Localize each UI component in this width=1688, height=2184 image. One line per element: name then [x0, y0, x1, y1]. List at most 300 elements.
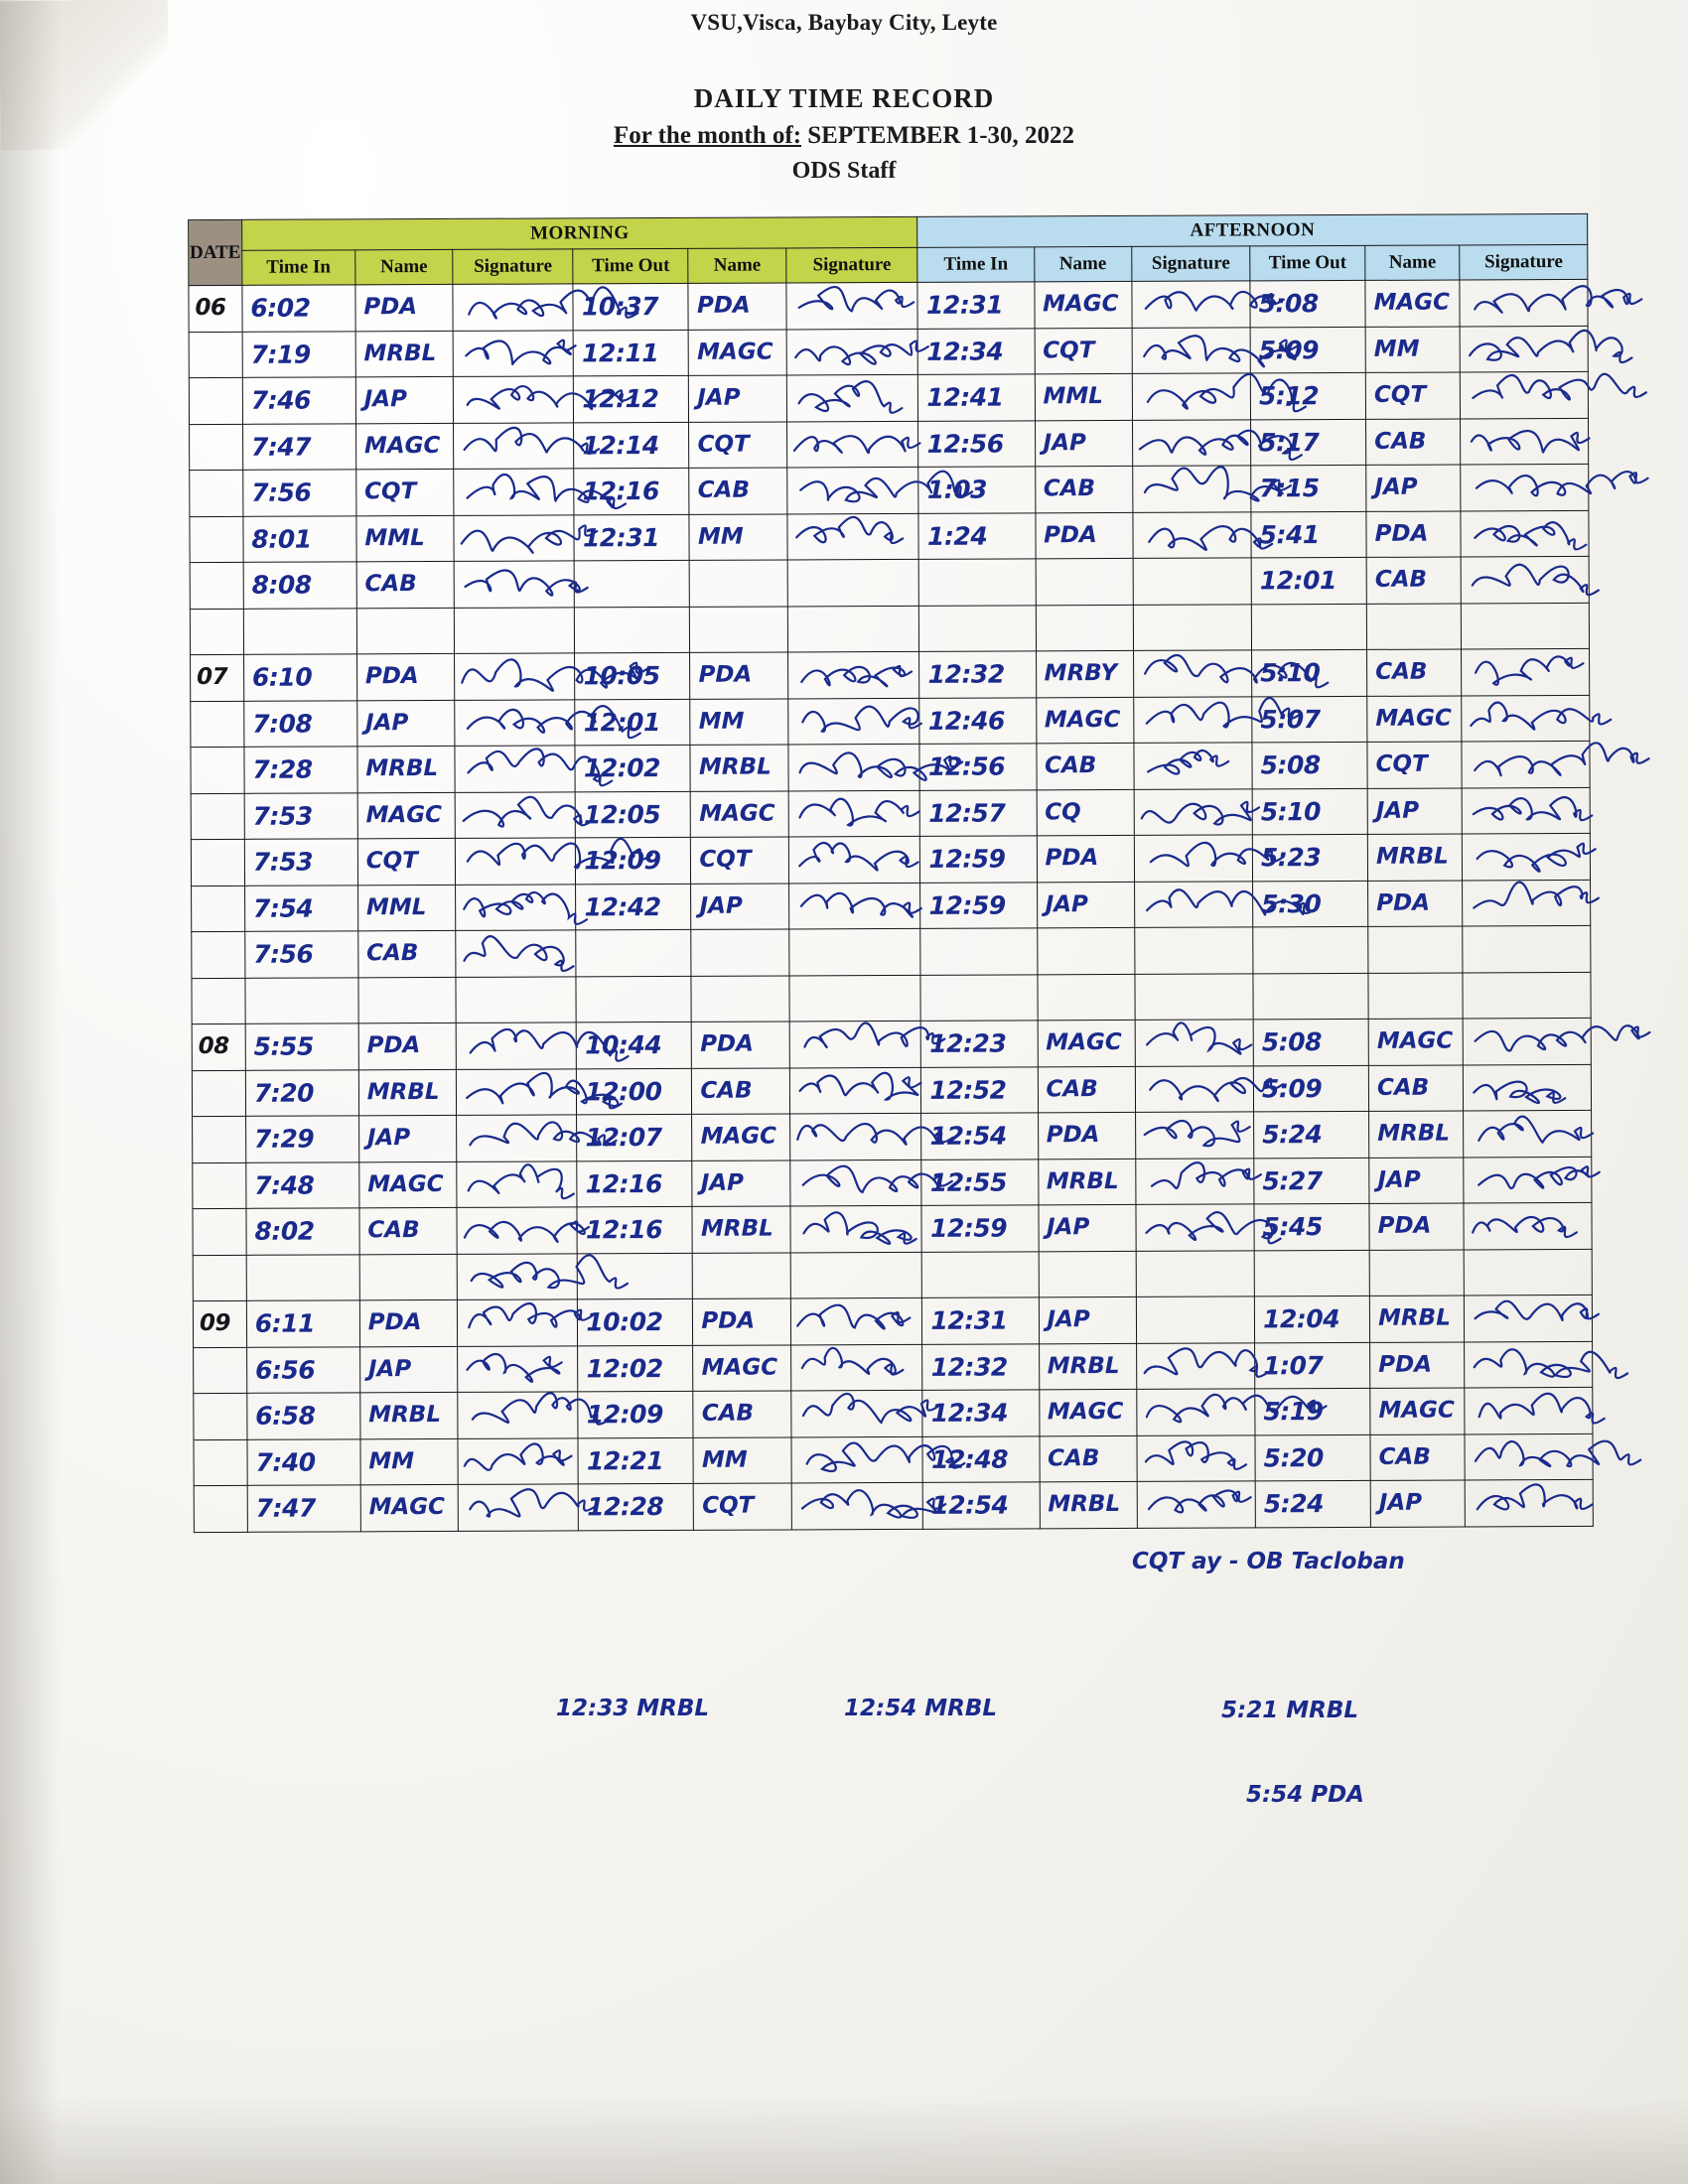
cell-signature — [458, 1484, 578, 1531]
cell-name: PDA — [359, 1299, 458, 1346]
cell-name — [1036, 558, 1134, 605]
cell-signature — [455, 746, 575, 792]
cell-signature — [1460, 279, 1588, 326]
cell-name: PDA — [355, 284, 454, 331]
signature-mark — [1132, 281, 1249, 327]
cell-signature — [458, 1392, 578, 1438]
cell-time: 5:07 — [1252, 696, 1367, 743]
signature-mark — [456, 885, 575, 930]
cell-time — [1253, 926, 1368, 973]
cell-name: MAGC — [357, 792, 456, 839]
cell-signature — [1460, 326, 1588, 372]
signature-mark — [1463, 695, 1590, 741]
cell-name: PDA — [356, 653, 455, 700]
cell-time: 5:55 — [245, 1024, 358, 1070]
handwritten-note: 5:54 PDA — [1246, 1782, 1364, 1808]
cell-name: JAP — [1370, 1480, 1465, 1527]
header-col-afternoon-name-out: Name — [1365, 245, 1460, 280]
cell-time: 12:16 — [577, 1160, 692, 1207]
cell-name: CAB — [359, 1207, 458, 1254]
cell-signature — [1132, 327, 1250, 373]
cell-signature — [1465, 1249, 1593, 1296]
cell-time: 12:55 — [921, 1159, 1038, 1205]
cell-name: CAB — [1036, 743, 1134, 789]
table-row — [192, 925, 1591, 978]
cell-time: 12:46 — [919, 697, 1036, 744]
cell-name: PDA — [358, 1023, 457, 1069]
cell-date — [189, 332, 242, 378]
cell-date — [190, 562, 243, 609]
cell-time — [245, 977, 358, 1024]
cell-time: 12:56 — [919, 744, 1036, 790]
cell-time: 7:40 — [247, 1438, 360, 1485]
cell-time: 7:56 — [245, 931, 358, 978]
table-row — [191, 695, 1590, 748]
header-col-afternoon-name-in: Name — [1034, 246, 1132, 281]
signature-mark — [1135, 789, 1252, 835]
signature-mark — [1464, 1019, 1591, 1064]
cell-signature — [454, 469, 574, 515]
cell-name — [1368, 926, 1463, 973]
cell-name: MRBL — [1038, 1159, 1136, 1205]
signature-mark — [458, 1346, 577, 1392]
cell-signature — [787, 559, 919, 606]
header-col-afternoon-time-out: Time Out — [1250, 245, 1365, 281]
header-col-morning-name-out: Name — [688, 248, 786, 283]
handwritten-note: 12:33 MRBL — [556, 1696, 710, 1721]
cell-signature — [1461, 371, 1589, 418]
cell-time: 7:29 — [245, 1116, 358, 1162]
cell-name: PDA — [1035, 512, 1133, 559]
cell-name: CQT — [1035, 328, 1133, 374]
cell-date — [194, 1439, 247, 1486]
cell-time: 1:24 — [918, 512, 1035, 559]
cell-time: 12:01 — [1251, 557, 1366, 604]
signature-mark — [1462, 465, 1589, 510]
cell-name: JAP — [1035, 420, 1133, 467]
cell-time: 7:54 — [244, 885, 357, 931]
cell-signature — [1463, 787, 1591, 834]
cell-signature — [1464, 1110, 1592, 1157]
signature-mark — [788, 652, 919, 698]
cell-time: 12:02 — [578, 1345, 693, 1392]
header-col-morning-time-in: Time In — [242, 250, 355, 285]
cell-name: CQT — [356, 469, 455, 515]
cell-time — [920, 974, 1037, 1021]
cell-name: PDA — [693, 1298, 791, 1345]
cell-name: JAP — [355, 376, 454, 423]
signature-mark — [1138, 1481, 1255, 1527]
cell-date — [191, 839, 244, 886]
cell-signature — [456, 838, 576, 885]
cell-time: 12:05 — [576, 791, 691, 838]
cell-name: MM — [689, 513, 787, 560]
cell-name: JAP — [359, 1346, 458, 1393]
cell-signature — [788, 836, 920, 883]
cell-time: 5:17 — [1251, 419, 1366, 466]
cell-signature — [1135, 1065, 1253, 1112]
signature-mark — [1133, 373, 1250, 419]
signature-mark — [1134, 697, 1251, 743]
cell-signature — [1461, 556, 1589, 603]
cell-time: 5:23 — [1252, 834, 1367, 881]
table-row — [194, 1341, 1593, 1394]
signature-mark — [786, 329, 917, 374]
signature-mark — [455, 515, 574, 561]
signature-mark — [792, 1483, 923, 1529]
cell-name: MAGC — [691, 790, 789, 837]
cell-time: 7:15 — [1251, 465, 1366, 511]
cell-name — [1369, 1249, 1464, 1296]
header-col-morning-signature-out: Signature — [786, 247, 918, 283]
cell-signature — [1134, 743, 1252, 789]
cell-signature — [786, 282, 918, 329]
cell-name: CQT — [694, 1483, 792, 1530]
cell-time: 1:07 — [1255, 1342, 1370, 1389]
cell-name — [1037, 927, 1135, 974]
cell-date — [191, 701, 244, 748]
cell-time: 8:02 — [246, 1208, 359, 1255]
table-row — [190, 510, 1589, 563]
cell-time: 6:58 — [247, 1393, 360, 1439]
cell-signature — [1461, 464, 1589, 510]
cell-signature — [786, 421, 918, 468]
cell-signature — [455, 607, 575, 653]
cell-name: PDA — [690, 652, 788, 699]
signature-mark — [1464, 1111, 1591, 1157]
cell-time: 12:09 — [578, 1391, 693, 1437]
signature-mark — [1466, 1480, 1593, 1526]
cell-name: MRBL — [1040, 1481, 1138, 1528]
cell-signature — [1462, 741, 1590, 787]
cell-time: 5:09 — [1253, 1065, 1368, 1112]
signature-mark — [1136, 1159, 1253, 1204]
table-head — [189, 213, 1588, 285]
signature-mark — [1136, 1112, 1253, 1158]
cell-signature — [1465, 1295, 1593, 1341]
cell-time: 12:52 — [921, 1066, 1038, 1113]
cell-name: CAB — [1370, 1433, 1465, 1480]
table-row — [190, 464, 1589, 516]
signature-mark — [787, 375, 918, 421]
cell-signature — [1461, 510, 1589, 557]
document-title: DAILY TIME RECORD — [693, 83, 995, 113]
header-date: DATE — [189, 219, 242, 285]
cell-name: PDA — [1369, 1203, 1464, 1250]
signature-mark — [1136, 1204, 1253, 1250]
cell-name: MAGC — [1365, 280, 1460, 327]
signature-mark — [1133, 466, 1250, 511]
signature-mark — [1463, 787, 1590, 833]
table-row — [192, 1018, 1591, 1070]
cell-time: 10:05 — [575, 652, 690, 699]
cell-name — [691, 975, 789, 1022]
cell-signature — [1133, 650, 1251, 697]
cell-name: MAGC — [355, 423, 454, 470]
cell-signature — [791, 1390, 923, 1436]
signature-mark — [1464, 1064, 1591, 1110]
cell-name: MAGC — [1036, 697, 1134, 744]
cell-time: 12:48 — [922, 1435, 1039, 1482]
cell-name: MML — [1035, 373, 1133, 420]
cell-signature — [786, 329, 918, 375]
cell-signature — [791, 1436, 923, 1483]
table-row — [194, 1433, 1593, 1486]
cell-date: 08 — [192, 1024, 245, 1070]
table-row — [193, 1249, 1592, 1301]
cell-time: 6:56 — [246, 1346, 359, 1393]
cell-time: 12:21 — [578, 1437, 693, 1484]
cell-signature — [789, 1113, 921, 1160]
cell-time: 12:31 — [917, 282, 1034, 329]
cell-time: 12:42 — [576, 884, 691, 930]
dtr-table — [188, 213, 1594, 1533]
table-row — [192, 1064, 1591, 1117]
cell-name: MRBL — [360, 1392, 459, 1438]
cell-signature — [1464, 1157, 1592, 1203]
cell-date: 07 — [191, 654, 244, 701]
cell-name: JAP — [1369, 1157, 1464, 1203]
cell-time: 5:08 — [1250, 280, 1365, 327]
cell-date — [194, 1347, 247, 1394]
cell-signature — [1133, 604, 1251, 650]
header-afternoon: AFTERNOON — [917, 213, 1588, 247]
cell-time: 7:20 — [245, 1069, 358, 1116]
signature-mark — [455, 653, 574, 699]
cell-name — [1366, 603, 1461, 649]
cell-name: MAGC — [1034, 281, 1132, 328]
cell-signature — [1464, 1202, 1592, 1249]
signature-mark — [1462, 649, 1589, 695]
cell-signature — [1134, 881, 1252, 927]
cell-name: MAGC — [693, 1344, 791, 1391]
cell-name: MAGC — [1367, 695, 1462, 742]
cell-signature — [1135, 973, 1253, 1020]
cell-time — [575, 607, 690, 653]
cell-name: MAGC — [1370, 1388, 1465, 1434]
cell-name: MAGC — [1038, 1020, 1136, 1066]
cell-signature — [1134, 696, 1252, 743]
cell-signature — [454, 376, 574, 423]
cell-signature — [789, 975, 921, 1022]
page-edge-shadow — [0, 0, 60, 2184]
table-row — [190, 556, 1589, 609]
signature-mark — [787, 468, 918, 513]
table-row — [191, 833, 1590, 886]
table-row — [193, 1295, 1592, 1347]
table-row — [192, 972, 1591, 1024]
signature-mark — [1465, 1203, 1592, 1249]
cell-signature — [457, 1068, 577, 1115]
signature-mark — [790, 1160, 921, 1205]
signature-mark — [1461, 280, 1588, 326]
cell-time: 12:56 — [918, 420, 1035, 467]
cell-signature — [455, 653, 575, 700]
signature-mark — [1465, 1296, 1592, 1341]
cell-name: JAP — [1366, 465, 1461, 511]
cell-name: CAB — [1035, 466, 1133, 512]
signature-mark — [1134, 743, 1251, 788]
signature-mark — [1134, 650, 1251, 696]
cell-signature — [1463, 880, 1591, 926]
cell-time — [246, 1254, 359, 1300]
month-value: SEPTEMBER 1-30, 2022 — [807, 122, 1075, 149]
cell-signature — [1137, 1342, 1255, 1389]
signature-mark — [456, 792, 575, 838]
cell-name: MRBY — [1036, 650, 1134, 697]
cell-name — [1036, 605, 1134, 651]
signature-mark — [456, 746, 575, 791]
cell-time: 12:57 — [920, 789, 1037, 836]
cell-name: CAB — [1040, 1435, 1138, 1482]
signature-mark — [456, 838, 575, 884]
cell-time: 5:12 — [1250, 372, 1365, 419]
cell-time: 5:20 — [1255, 1434, 1370, 1481]
cell-date — [190, 424, 243, 471]
cell-signature — [456, 976, 576, 1023]
cell-name: JAP — [358, 1115, 457, 1161]
header-col-afternoon-time-in: Time In — [917, 247, 1034, 283]
cell-time: 12:41 — [918, 374, 1035, 421]
signature-mark — [454, 331, 573, 376]
cell-time — [922, 1251, 1039, 1297]
cell-name — [358, 977, 457, 1024]
cell-time: 12:23 — [921, 1021, 1038, 1067]
cell-signature — [458, 1345, 578, 1392]
signature-mark — [457, 1069, 576, 1115]
cell-name: JAP — [1038, 1204, 1136, 1251]
cell-name: MRBL — [1039, 1343, 1137, 1390]
page-bottom-shadow — [0, 2095, 1688, 2184]
signature-mark — [1136, 1066, 1253, 1112]
cell-name: CAB — [356, 561, 455, 608]
month-line — [0, 122, 1688, 150]
signature-mark — [1137, 1435, 1254, 1481]
cell-time: 12:14 — [574, 422, 689, 469]
cell-time: 8:08 — [243, 562, 356, 609]
signature-mark — [1463, 880, 1590, 925]
cell-time: 12:54 — [921, 1113, 1038, 1160]
cell-signature — [1137, 1434, 1255, 1481]
cell-time: 5:08 — [1252, 742, 1367, 788]
cell-date — [190, 516, 243, 563]
cell-name: JAP — [357, 700, 456, 747]
cell-time: 7:28 — [244, 747, 357, 793]
signature-mark — [1137, 1389, 1254, 1434]
cell-name: MAGC — [692, 1114, 790, 1160]
cell-name: CQ — [1037, 789, 1135, 836]
cell-signature — [454, 561, 574, 608]
cell-time: 10:02 — [578, 1298, 693, 1345]
cell-time: 12:00 — [577, 1068, 692, 1115]
signature-mark — [459, 1484, 578, 1530]
table-row — [194, 1479, 1593, 1532]
cell-name — [1368, 972, 1463, 1019]
table-body — [189, 279, 1593, 1532]
signature-mark — [788, 745, 919, 790]
signature-mark — [791, 1298, 922, 1344]
cell-time — [919, 605, 1036, 651]
cell-name: PDA — [1038, 1112, 1136, 1159]
signature-mark — [790, 1206, 921, 1252]
cell-time — [575, 560, 690, 607]
cell-signature — [456, 930, 576, 977]
cell-date — [194, 1485, 247, 1532]
cell-time: 12:54 — [923, 1482, 1040, 1529]
signature-mark — [1133, 420, 1250, 466]
cell-time: 6:10 — [243, 654, 356, 701]
cell-name: CQT — [1367, 742, 1462, 788]
cell-name: CAB — [1366, 418, 1461, 465]
cell-signature — [1133, 466, 1251, 512]
cell-name — [690, 560, 788, 607]
cell-name: PDA — [1370, 1341, 1465, 1388]
signature-mark — [791, 1344, 922, 1390]
signature-mark — [454, 469, 573, 514]
dtr-table-wrapper — [191, 216, 1591, 1530]
cell-name: MRBL — [358, 1069, 457, 1116]
cell-time — [919, 559, 1036, 606]
cell-signature — [787, 606, 919, 652]
cell-signature — [788, 790, 920, 837]
cell-name: CAB — [1366, 557, 1461, 604]
table-row — [193, 1110, 1592, 1162]
cell-time — [920, 928, 1037, 975]
cell-time: 12:34 — [922, 1390, 1039, 1436]
cell-time: 1:03 — [918, 467, 1035, 513]
cell-signature — [790, 1252, 922, 1298]
cell-name: MRBL — [692, 1206, 790, 1253]
cell-time: 10:37 — [573, 283, 688, 330]
signature-mark — [791, 1391, 922, 1436]
cell-name: CAB — [689, 468, 787, 514]
cell-signature — [788, 744, 920, 790]
signature-mark — [1461, 372, 1588, 418]
signature-mark — [788, 790, 919, 836]
table-row — [193, 1157, 1592, 1209]
cell-signature — [453, 284, 573, 331]
cell-signature — [456, 884, 576, 930]
signature-mark — [1465, 1157, 1592, 1202]
cell-name: CAB — [1038, 1066, 1136, 1113]
signature-mark — [789, 883, 920, 928]
cell-time: 5:27 — [1254, 1158, 1369, 1204]
cell-name: MAGC — [1368, 1019, 1463, 1065]
cell-date — [189, 377, 242, 424]
cell-signature — [457, 1115, 577, 1161]
signature-mark — [1462, 510, 1589, 556]
cell-name: PDA — [692, 1022, 790, 1068]
cell-name: CAB — [692, 1067, 790, 1114]
signature-mark — [454, 284, 573, 330]
cell-time: 12:04 — [1254, 1296, 1369, 1342]
cell-time — [578, 1253, 693, 1299]
cell-time: 12:31 — [574, 514, 689, 561]
cell-signature — [1464, 1018, 1592, 1064]
cell-name: CAB — [1368, 1064, 1463, 1111]
cell-name: MRBL — [1367, 834, 1462, 881]
table-row — [191, 787, 1590, 840]
cell-time: 7:48 — [246, 1161, 359, 1208]
cell-date — [193, 1208, 246, 1255]
cell-signature — [457, 1160, 577, 1207]
cell-date — [191, 747, 244, 793]
cell-name: MAGC — [360, 1484, 459, 1531]
cell-time: 5:24 — [1254, 1111, 1369, 1158]
cell-signature — [786, 374, 918, 421]
cell-time: 6:11 — [246, 1300, 359, 1347]
cell-signature — [1137, 1481, 1255, 1528]
